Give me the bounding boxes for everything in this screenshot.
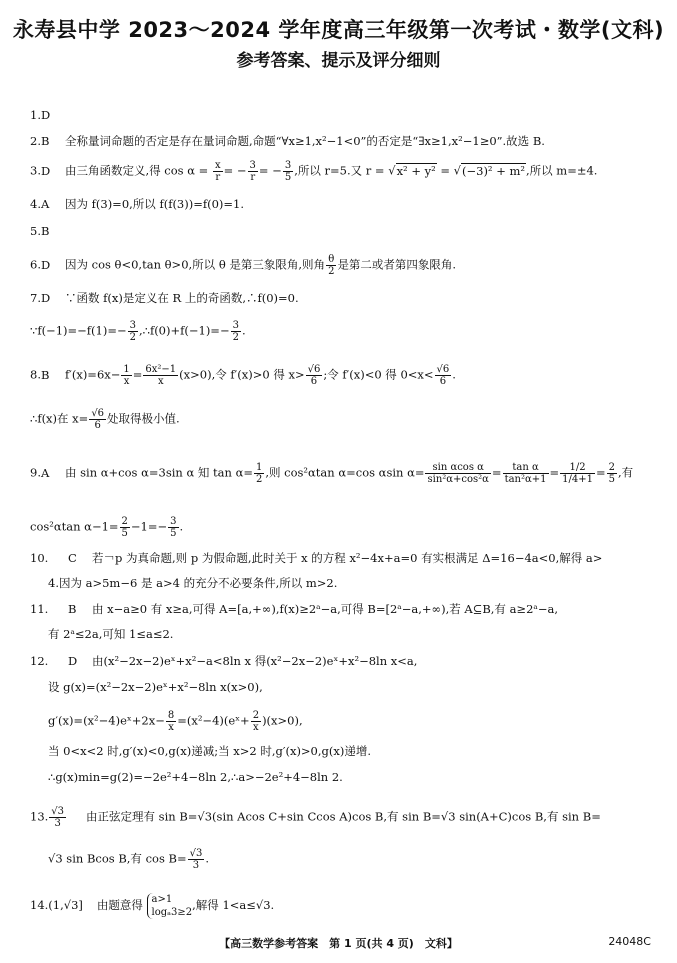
- fraction: $\frac{√3}{3}$: [189, 848, 203, 871]
- answer-12-line-5: ∴g(x)min=g(2)=−2e²+4−8ln 2,∴a>−2e²+4−8ln 2.: [48, 770, 343, 784]
- page-title: 永寿县中学 2023～2024 学年度高三年级第一次考试・数学(文科): [12, 18, 665, 42]
- fraction: $\frac{1/2}{1/4+1}$: [562, 462, 593, 485]
- page-subtitle: 参考答案、提示及评分细则: [236, 51, 441, 71]
- answer-12-line-2: 设 g(x)=(x²−2x−2)eˣ+x²−8ln x(x>0),: [48, 680, 263, 694]
- answer-7-line-2: ∵f(−1)=−f(1)=− $\frac{3}{2}$ ,∴f(0)+f(−1)=− $\frac{3}{2}$ .: [30, 320, 246, 343]
- answer-8-line-2: ∴f(x)在 x= $\frac{√6}{6}$ 处取得极小值.: [30, 408, 180, 431]
- answer-13-line-2: √3 sin Bcos B,有 cos B= $\frac{√3}{3}$ .: [48, 848, 209, 871]
- fraction: $\frac{x}{r}$: [214, 160, 221, 183]
- fraction: $\frac{√6}{6}$: [91, 408, 105, 431]
- answer-5: 5.B: [30, 224, 50, 238]
- answer-1: 1.D: [30, 108, 51, 122]
- answer-7: 7.D ∵函数 f(x)是定义在 R 上的奇函数,∴f(0)=0.: [30, 291, 299, 305]
- fraction: $\frac{1}{2}$: [255, 462, 263, 485]
- fraction: $\frac{3}{5}$: [170, 516, 177, 539]
- answer-12: 12. D 由(x²−2x−2)eˣ+x²−a<8ln x 得(x²−2x−2)eˣ+x²−8ln x<a,: [30, 654, 418, 668]
- answer-8: 8.B f′(x)=6x− $\frac{1}{x}$ = $\frac{\text{6x²−1}}{x}$ (x>0),令 f′(x)>0 得 x> $\frac{√6}{6}$ ;令 f′(x)<0 得 0<x< $\frac{√6}{6}$ .: [30, 364, 456, 387]
- answer-10: 10. C 若￢p 为真命题,则 p 为假命题,此时关于 x 的方程 x²−4x+a=0 有实根满足 Δ=16−4a<0,解得 a>: [30, 551, 603, 565]
- fraction: $\frac{√6}{6}$: [436, 364, 450, 387]
- answer-10-line-2: 4.因为 a>5m−6 是 a>4 的充分不必要条件,所以 m>2.: [48, 576, 338, 590]
- answer-14: 14.(1,√3] 由题意得 a>1 logₐ3≥2 ,解得 1<a≤√3.: [30, 894, 275, 918]
- page-footer: 【高三数学参考答案 第 1 页(共 4 页) 文科】: [219, 937, 458, 950]
- answer-11: 11. B 由 x−a≥0 有 x≥a,可得 A=[a,+∞),f(x)≥2ᵃ−a,可得 B=[2ᵃ−a,+∞),若 A⊆B,有 a≥2ᵃ−a,: [30, 602, 558, 616]
- answer-12-line-4: 当 0<x<2 时,g′(x)<0,g(x)递减;当 x>2 时,g′(x)>0,g(x)递增.: [48, 744, 372, 758]
- fraction: $\frac{√3}{3}$: [51, 806, 65, 829]
- fraction: $\frac{8}{x}$: [167, 710, 175, 733]
- fraction: $\frac{\text{tan α}}{\text{tan²α+1}}$: [504, 462, 547, 485]
- answer-9: 9.A 由 sin α+cos α=3sin α 知 tan α= $\frac{1}{2}$ ,则 cos²αtan α=cos αsin α= $\frac{\text{sin αcos α}}{\text{sin²α+cos²α}}$ = $\frac{\text{tan α}}{\text{tan²α+1}}$ = $\frac{1/2}{1/4+1}$ = $\frac{2}{5}$ ,有: [30, 462, 634, 485]
- answer-12-line-3: g′(x)=(x²−4)eˣ+2x− $\frac{8}{x}$ =(x²−4)(eˣ+ $\frac{2}{x}$ )(x>0),: [48, 710, 303, 733]
- answer-3: 3.D 由三角函数定义,得 cos α = $\frac{x}{r}$ = − $\frac{3}{r}$ = − $\frac{3}{5}$ ,所以 r=5.又 r = √x² + y² = √(−3)² + m²,所以 m=±4.: [30, 160, 598, 183]
- fraction: $\frac{\text{6x²−1}}{x}$: [145, 364, 177, 387]
- answer-11-line-2: 有 2ᵃ≤2a,可知 1≤a≤2.: [48, 627, 174, 641]
- fraction: $\frac{\text{sin αcos α}}{\text{sin²α+cos²α}}$: [427, 462, 489, 485]
- answer-9-line-2: cos²αtan α−1= $\frac{2}{5}$ −1=− $\frac{3}{5}$ .: [30, 516, 184, 539]
- fraction: $\frac{3}{5}$: [284, 160, 292, 183]
- answer-4: 4.A 因为 f(3)=0,所以 f(f(3))=f(0)=1.: [30, 197, 245, 211]
- fraction: $\frac{2}{5}$: [608, 462, 615, 485]
- fraction: $\frac{1}{x}$: [123, 364, 130, 387]
- fraction: $\frac{\theta}{2}$: [328, 254, 335, 277]
- brace-system: a>1 logₐ3≥2: [147, 893, 193, 919]
- answer-2: 2.B 全称量词命题的否定是存在量词命题,命题“∀x≥1,x²−1<0”的否定是“∃x≥1,x²−1≥0”.故选 B.: [30, 134, 545, 148]
- document-code: 24048C: [608, 935, 651, 948]
- answer-13: 13. $\frac{√3}{3}$ 由正弦定理有 sin B=√3(sin Acos C+sin Ccos A)cos B,有 sin B=√3 sin(A+C)cos B,有 sin B=: [30, 806, 601, 829]
- fraction: $\frac{√6}{6}$: [307, 364, 321, 387]
- fraction: $\frac{2}{5}$: [121, 516, 128, 539]
- fraction: $\frac{3}{2}$: [129, 320, 136, 343]
- fraction: $\frac{3}{2}$: [232, 320, 239, 343]
- fraction: $\frac{2}{x}$: [252, 710, 260, 733]
- answer-6: 6.D 因为 cos θ<0,tan θ>0,所以 θ 是第三象限角,则角 $\frac{\theta}{2}$ 是第二或者第四象限角.: [30, 254, 457, 277]
- fraction: $\frac{3}{r}$: [249, 160, 256, 183]
